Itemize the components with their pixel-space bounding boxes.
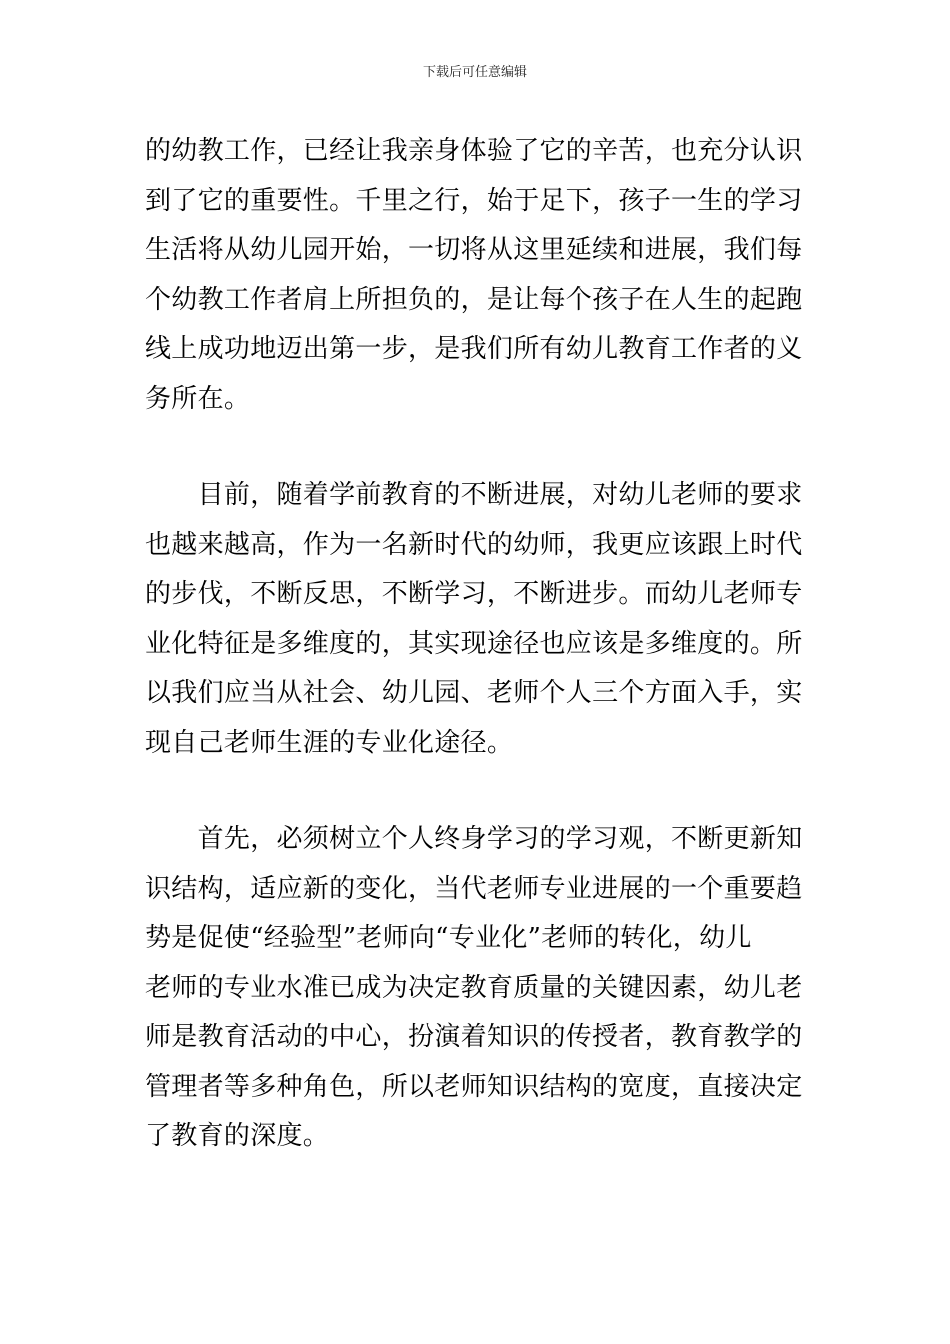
- paragraph-line: 了教育的深度。: [145, 1121, 330, 1151]
- paragraph-1: [145, 127, 807, 424]
- paragraph-gap: [145, 768, 807, 815]
- paragraph-line: 势是促使“经验型”老师向“专业化”老师的转化，幼儿: [145, 923, 752, 953]
- paragraph-line: 的幼教工作，已经让我亲身体验了它的辛苦，也充分认识: [145, 136, 803, 166]
- paragraph-line: 师是教育活动的中心，扮演着知识的传授者，教育教学的: [145, 1022, 803, 1052]
- paragraph-line: 个幼教工作者肩上所担负的，是让每个孩子在人生的起跑: [145, 284, 803, 315]
- paragraph-3: [145, 815, 807, 1162]
- paragraph-line: 管理者等多种角色，所以老师知识结构的宽度，直接决定: [145, 1071, 803, 1102]
- paragraph-line: 到了它的重要性。千里之行，始于足下，孩子一生的学习: [145, 185, 803, 216]
- paragraph-line: 现自己老师生涯的专业化途径。: [145, 727, 514, 758]
- paragraph-line: 以我们应当从社会、幼儿园、老师个人三个方面入手，实: [145, 678, 803, 708]
- paragraph-line: 生活将从幼儿园开始，一切将从这里延续和进展，我们每: [145, 235, 803, 265]
- paragraph-2: [145, 471, 807, 768]
- paragraph-line: 目前，随着学前教育的不断进展，对幼儿老师的要求: [145, 480, 803, 510]
- paragraph-line: 的步伐，不断反思，不断学习，不断进步。而幼儿老师专: [145, 579, 803, 609]
- paragraph-line: 首先，必须树立个人终身学习的学习观，不断更新知: [145, 824, 803, 854]
- paragraph-line: 老师的专业水准已成为决定教育质量的关键因素，幼儿老: [145, 972, 803, 1003]
- paragraph-line: 也越来越高，作为一名新时代的幼师，我更应该跟上时代: [145, 529, 803, 560]
- document-body: [145, 127, 807, 1162]
- paragraph-line: 线上成功地迈出第一步，是我们所有幼儿教育工作者的义: [145, 334, 803, 364]
- page-header-note: 下载后可任意编辑: [422, 65, 527, 80]
- paragraph-gap: [145, 424, 807, 471]
- paragraph-line: 识结构，适应新的变化，当代老师专业进展的一个重要趋: [145, 873, 803, 904]
- paragraph-line: 务所在。: [145, 383, 251, 414]
- paragraph-line: 业化特征是多维度的，其实现途径也应该是多维度的。所: [145, 628, 803, 659]
